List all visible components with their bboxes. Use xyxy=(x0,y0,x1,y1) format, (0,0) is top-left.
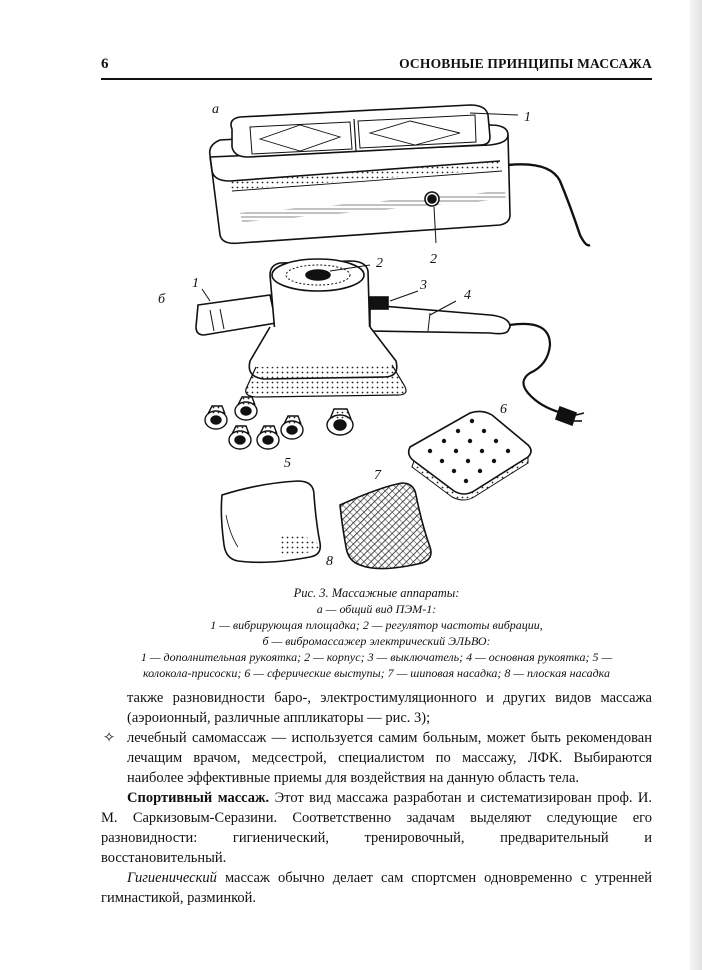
paragraph-sports-massage xyxy=(101,788,652,868)
term-hygienic: Гигиенический xyxy=(127,870,217,886)
label-5: 5 xyxy=(284,456,291,471)
caption-title: Рис. 3. Массажные аппараты: xyxy=(293,586,460,600)
label-b: б xyxy=(158,292,166,307)
figure-caption xyxy=(101,585,652,681)
paragraph-continuation: также разновидности баро-, электростимуляционного и других видов массажа (аэроионный, различные аппликаторы — рис. 3); xyxy=(127,690,652,726)
label-7: 7 xyxy=(374,468,381,483)
hygienic-massage-text: массаж обычно делает сам спортсмен одновременно с утренней гимнастикой, разминкой. xyxy=(101,870,652,906)
label-b-4: 4 xyxy=(464,288,471,303)
paragraph-hygienic-massage xyxy=(101,868,652,908)
caption-line-b: б — вибромассажер электрический ЭЛЬВО: xyxy=(262,634,491,648)
label-6: 6 xyxy=(500,402,507,417)
label-b-2: 2 xyxy=(376,256,383,271)
page-number: 6 xyxy=(101,56,109,72)
label-a-2: 2 xyxy=(430,252,437,267)
bullet-self-massage-text: лечебный самомассаж — используется самим больным, может быть рекомендован лечащим врачом, медсестрой, специалистом по массажу, ЛФК. Выбираются наиболее эффективные приемы для воздействия на данную область тела. xyxy=(127,730,652,786)
caption-line-a-items: 1 — вибрирующая площадка; 2 — регулятор частоты вибрации, xyxy=(210,618,543,632)
attachment-flat xyxy=(221,481,320,562)
caption-line-b-items-2: колокола-присоски; 6 — сферические выступы; 7 — шиповая насадка; 8 — плоская насадка xyxy=(142,666,610,680)
sports-massage-text: Этот вид массажа разработан и систематизирован проф. И. М. Саркизовым-Серазини. Соответственно задачам выделяют следующие его разновидности: гигиенический, тренировочный, предварительный и восстановительный. xyxy=(101,790,652,866)
page-header xyxy=(101,56,652,80)
attachment-spherical-knobs xyxy=(409,411,531,500)
body-text xyxy=(101,688,652,908)
figure-massage-devices xyxy=(130,95,630,575)
label-a-1: 1 xyxy=(524,110,531,125)
label-b-1: 1 xyxy=(192,276,199,291)
caption-line-a: а — общий вид ПЭМ-1: xyxy=(316,602,437,616)
bullet-diamond-icon: ✧ xyxy=(103,730,116,746)
massage-devices-illustration xyxy=(130,95,630,575)
heading-sports-massage: Спортивный массаж. xyxy=(127,790,270,806)
running-title: ОСНОВНЫЕ ПРИНЦИПЫ МАССАЖА xyxy=(399,56,652,71)
page-edge-shadow xyxy=(690,0,702,970)
device-pem-1 xyxy=(210,105,590,245)
attachment-suction-bells xyxy=(205,397,353,449)
label-8: 8 xyxy=(326,554,333,569)
label-b-3: 3 xyxy=(420,278,427,293)
bullet-self-massage xyxy=(101,728,652,788)
attachment-spiked xyxy=(340,483,431,569)
caption-line-b-items-1: 1 — дополнительная рукоятка; 2 — корпус; 3 — выключатель; 4 — основная рукоятка; 5 — xyxy=(140,650,613,664)
label-a: а xyxy=(212,102,219,117)
device-elvo xyxy=(196,259,584,425)
